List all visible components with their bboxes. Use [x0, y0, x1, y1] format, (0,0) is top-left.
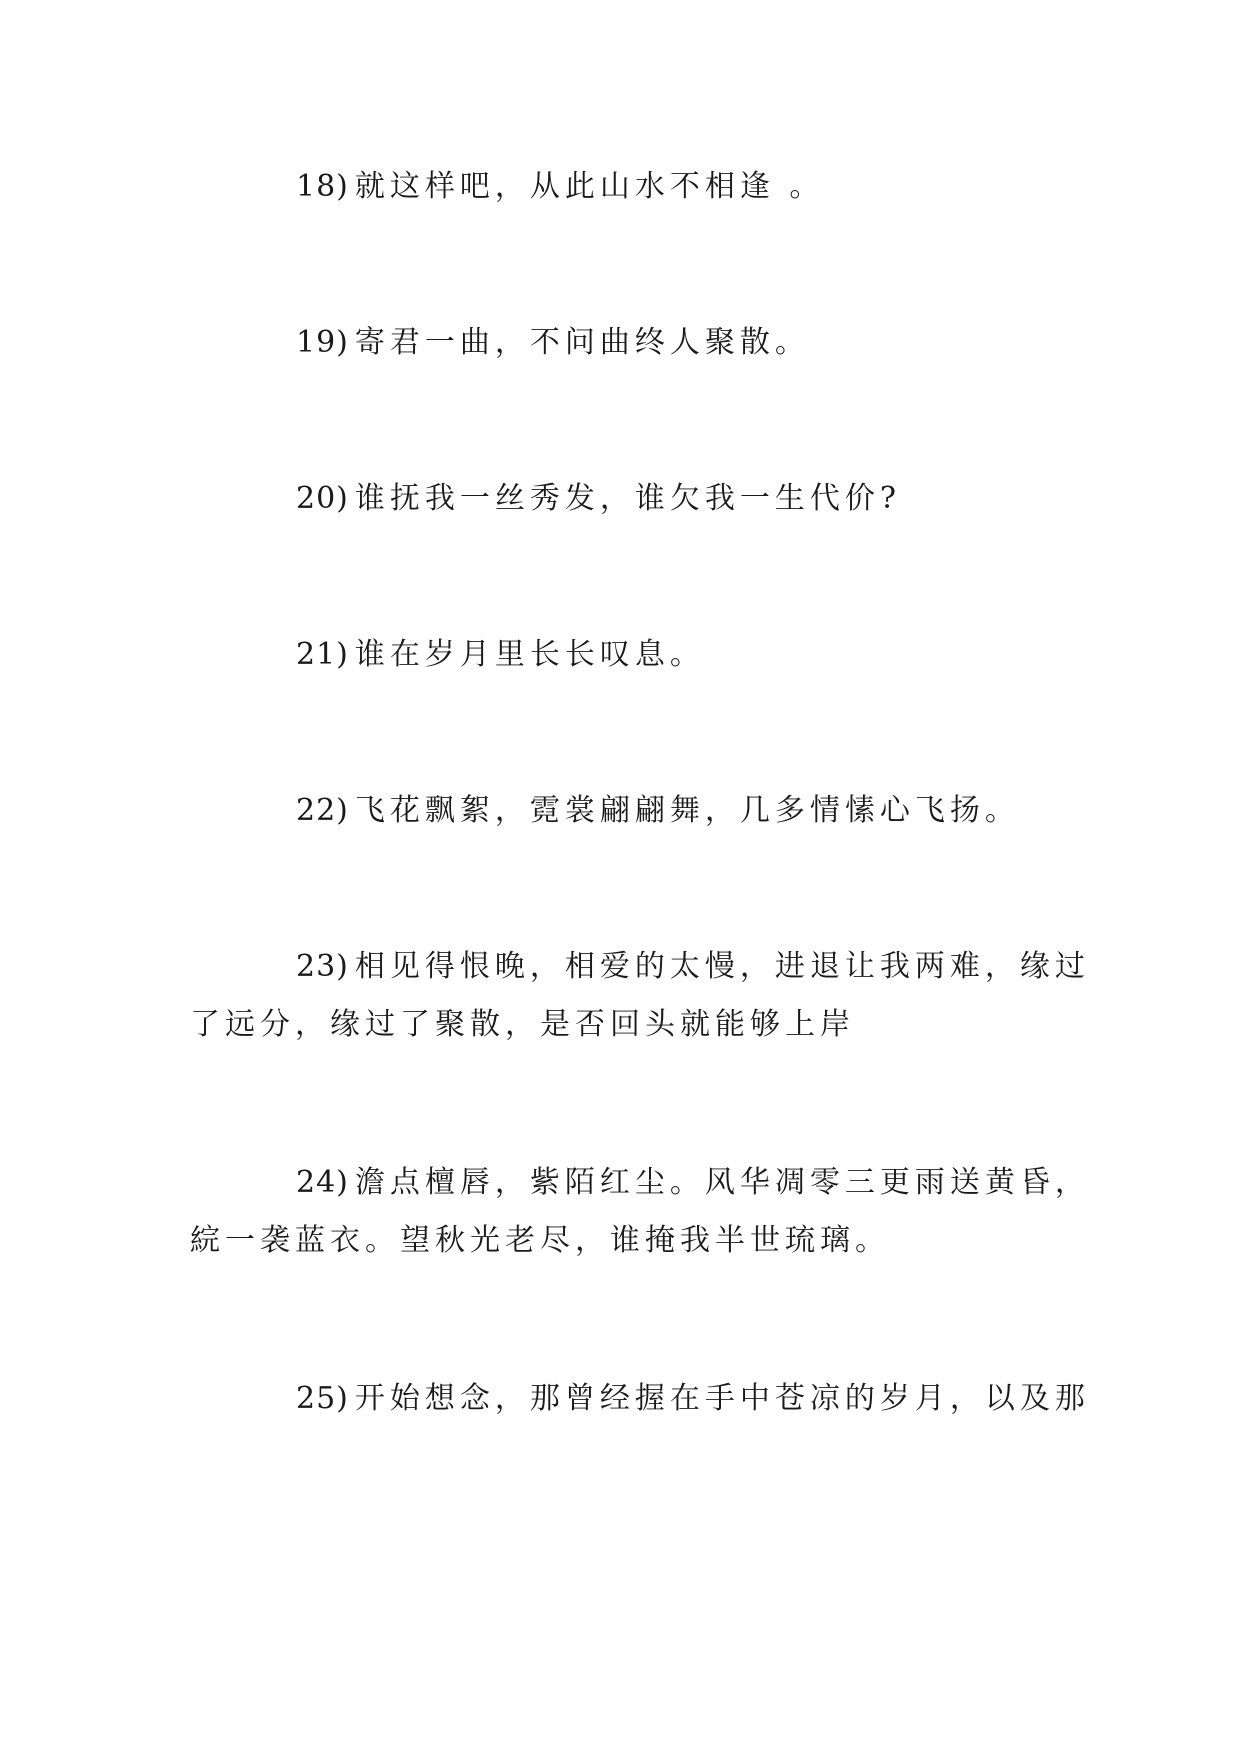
entry-number: 18) — [296, 169, 349, 204]
entry-line — [190, 158, 1050, 216]
entry-number: 23) — [296, 949, 349, 984]
entry-text: 相见得恨晚，相爱的太慢，进退让我两难，缘过 — [354, 949, 1090, 984]
entry-number: 21) — [296, 637, 349, 672]
entry-24 — [190, 1154, 1090, 1270]
entry-line-continued: 綄一袭蓝衣。望秋光老尽，谁掩我半世琉璃。 — [190, 1223, 890, 1258]
entry-text: 澹点檀唇，紫陌红尘。风华凋零三更雨送黄昏， — [354, 1165, 1090, 1200]
entry-line — [190, 938, 1090, 996]
entry-20 — [190, 470, 1050, 528]
entry-line — [190, 626, 1050, 684]
entry-21 — [190, 626, 1050, 684]
entry-18 — [190, 158, 1050, 216]
entry-number: 24) — [296, 1165, 349, 1200]
entry-text: 开始想念，那曾经握在手中苍凉的岁月，以及那 — [354, 1381, 1090, 1416]
entry-23 — [190, 938, 1090, 1054]
entry-line — [190, 314, 1050, 372]
entry-text: 寄君一曲，不问曲终人聚散。 — [354, 325, 810, 360]
entry-number: 22) — [296, 793, 349, 828]
entry-line-continued: 了远分，缘过了聚散，是否回头就能够上岸 — [190, 1007, 855, 1042]
entry-number: 20) — [296, 481, 349, 516]
entry-text: 飞花飘絮，霓裳翩翩舞，几多情愫心飞扬。 — [354, 793, 1020, 828]
entry-25 — [190, 1370, 1090, 1428]
entry-number: 19) — [296, 325, 349, 360]
entry-line — [190, 470, 1050, 528]
entry-19 — [190, 314, 1050, 372]
entry-text: 谁抚我一丝秀发，谁欠我一生代价? — [354, 481, 901, 516]
entry-number: 25) — [296, 1381, 349, 1416]
entry-22 — [190, 782, 1050, 840]
entry-text: 就这样吧，从此山水不相逢 。 — [354, 169, 825, 204]
entry-text: 谁在岁月里长长叹息。 — [354, 637, 705, 672]
entry-line — [190, 1370, 1090, 1428]
entry-line — [190, 782, 1050, 840]
entry-line — [190, 1154, 1090, 1212]
